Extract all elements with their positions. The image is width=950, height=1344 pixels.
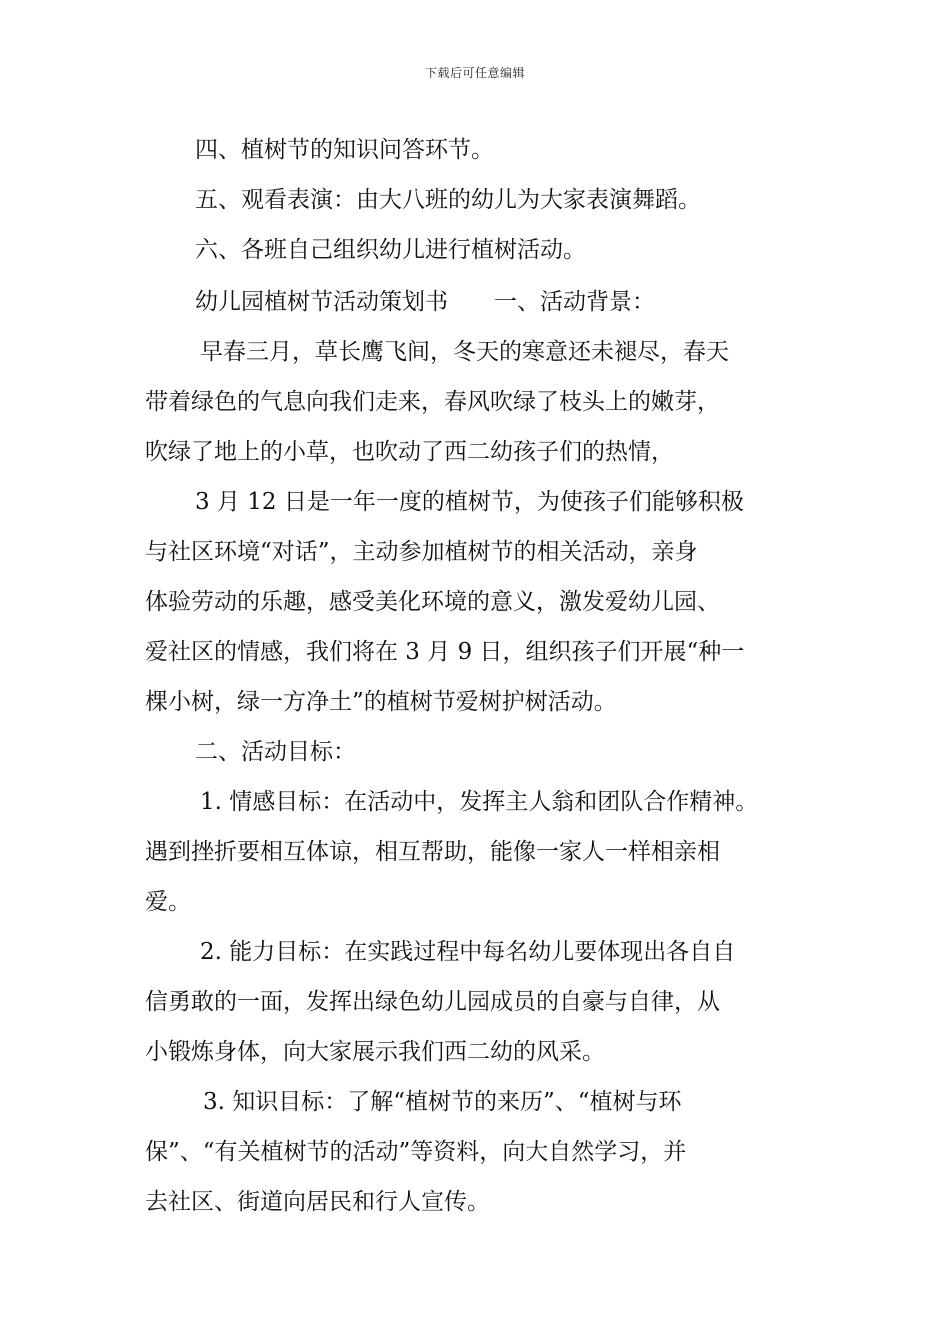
- text-line: 爱。: [145, 889, 191, 915]
- text-line: 四、植树节的知识问答环节。: [195, 137, 494, 163]
- text-line: 幼儿园植树节活动策划书 一、活动背景：: [195, 289, 655, 315]
- text-line: 二、活动目标：: [195, 739, 356, 765]
- text-line: 遇到挫折要相互体谅，相互帮助，能像一家人一样相亲相: [145, 839, 720, 865]
- text-line: 早春三月，草长鹰飞间，冬天的寒意还未褪尽，春天: [200, 339, 729, 365]
- text-line: 吹绿了地上的小草，也吹动了西二幼孩子们的热情，: [145, 439, 674, 465]
- text-line: 棵小树，绿一方净土”的植树节爱树护树活动。: [145, 689, 617, 715]
- text-line: 去社区、街道向居民和行人宣传。: [145, 1189, 490, 1215]
- text-line: 小锻炼身体，向大家展示我们西二幼的风采。: [145, 1039, 605, 1065]
- text-line: 3. 知识目标：了解“植树节的来历”、“植树与环: [203, 1089, 682, 1115]
- text-line: 保”、“有关植树节的活动”等资料，向大自然学习，并: [145, 1139, 687, 1165]
- text-line: 带着绿色的气息向我们走来，春风吹绿了枝头上的嫩芽，: [145, 389, 720, 415]
- text-line: 信勇敢的一面，发挥出绿色幼儿园成员的自豪与自律，从: [145, 989, 720, 1015]
- text-line: 1. 情感目标：在活动中，发挥主人翁和团队合作精神。: [200, 789, 759, 815]
- text-line: 体验劳动的乐趣，感受美化环境的意义，激发爱幼儿园、: [145, 589, 720, 615]
- text-line: 爱社区的情感，我们将在 3 月 9 日，组织孩子们开展“种一: [145, 639, 745, 665]
- page-header: 下载后可任意编辑: [424, 66, 525, 80]
- text-line: 与社区环境“对话”，主动参加植树节的相关活动，亲身: [145, 539, 698, 565]
- text-line: 2. 能力目标：在实践过程中每名幼儿要体现出各自自: [200, 939, 736, 965]
- text-line: 六、各班自己组织幼儿进行植树活动。: [195, 237, 586, 263]
- text-line: 五、观看表演：由大八班的幼儿为大家表演舞蹈。: [195, 187, 701, 213]
- text-line: 3 月 12 日是一年一度的植树节，为使孩子们能够积极: [195, 489, 744, 515]
